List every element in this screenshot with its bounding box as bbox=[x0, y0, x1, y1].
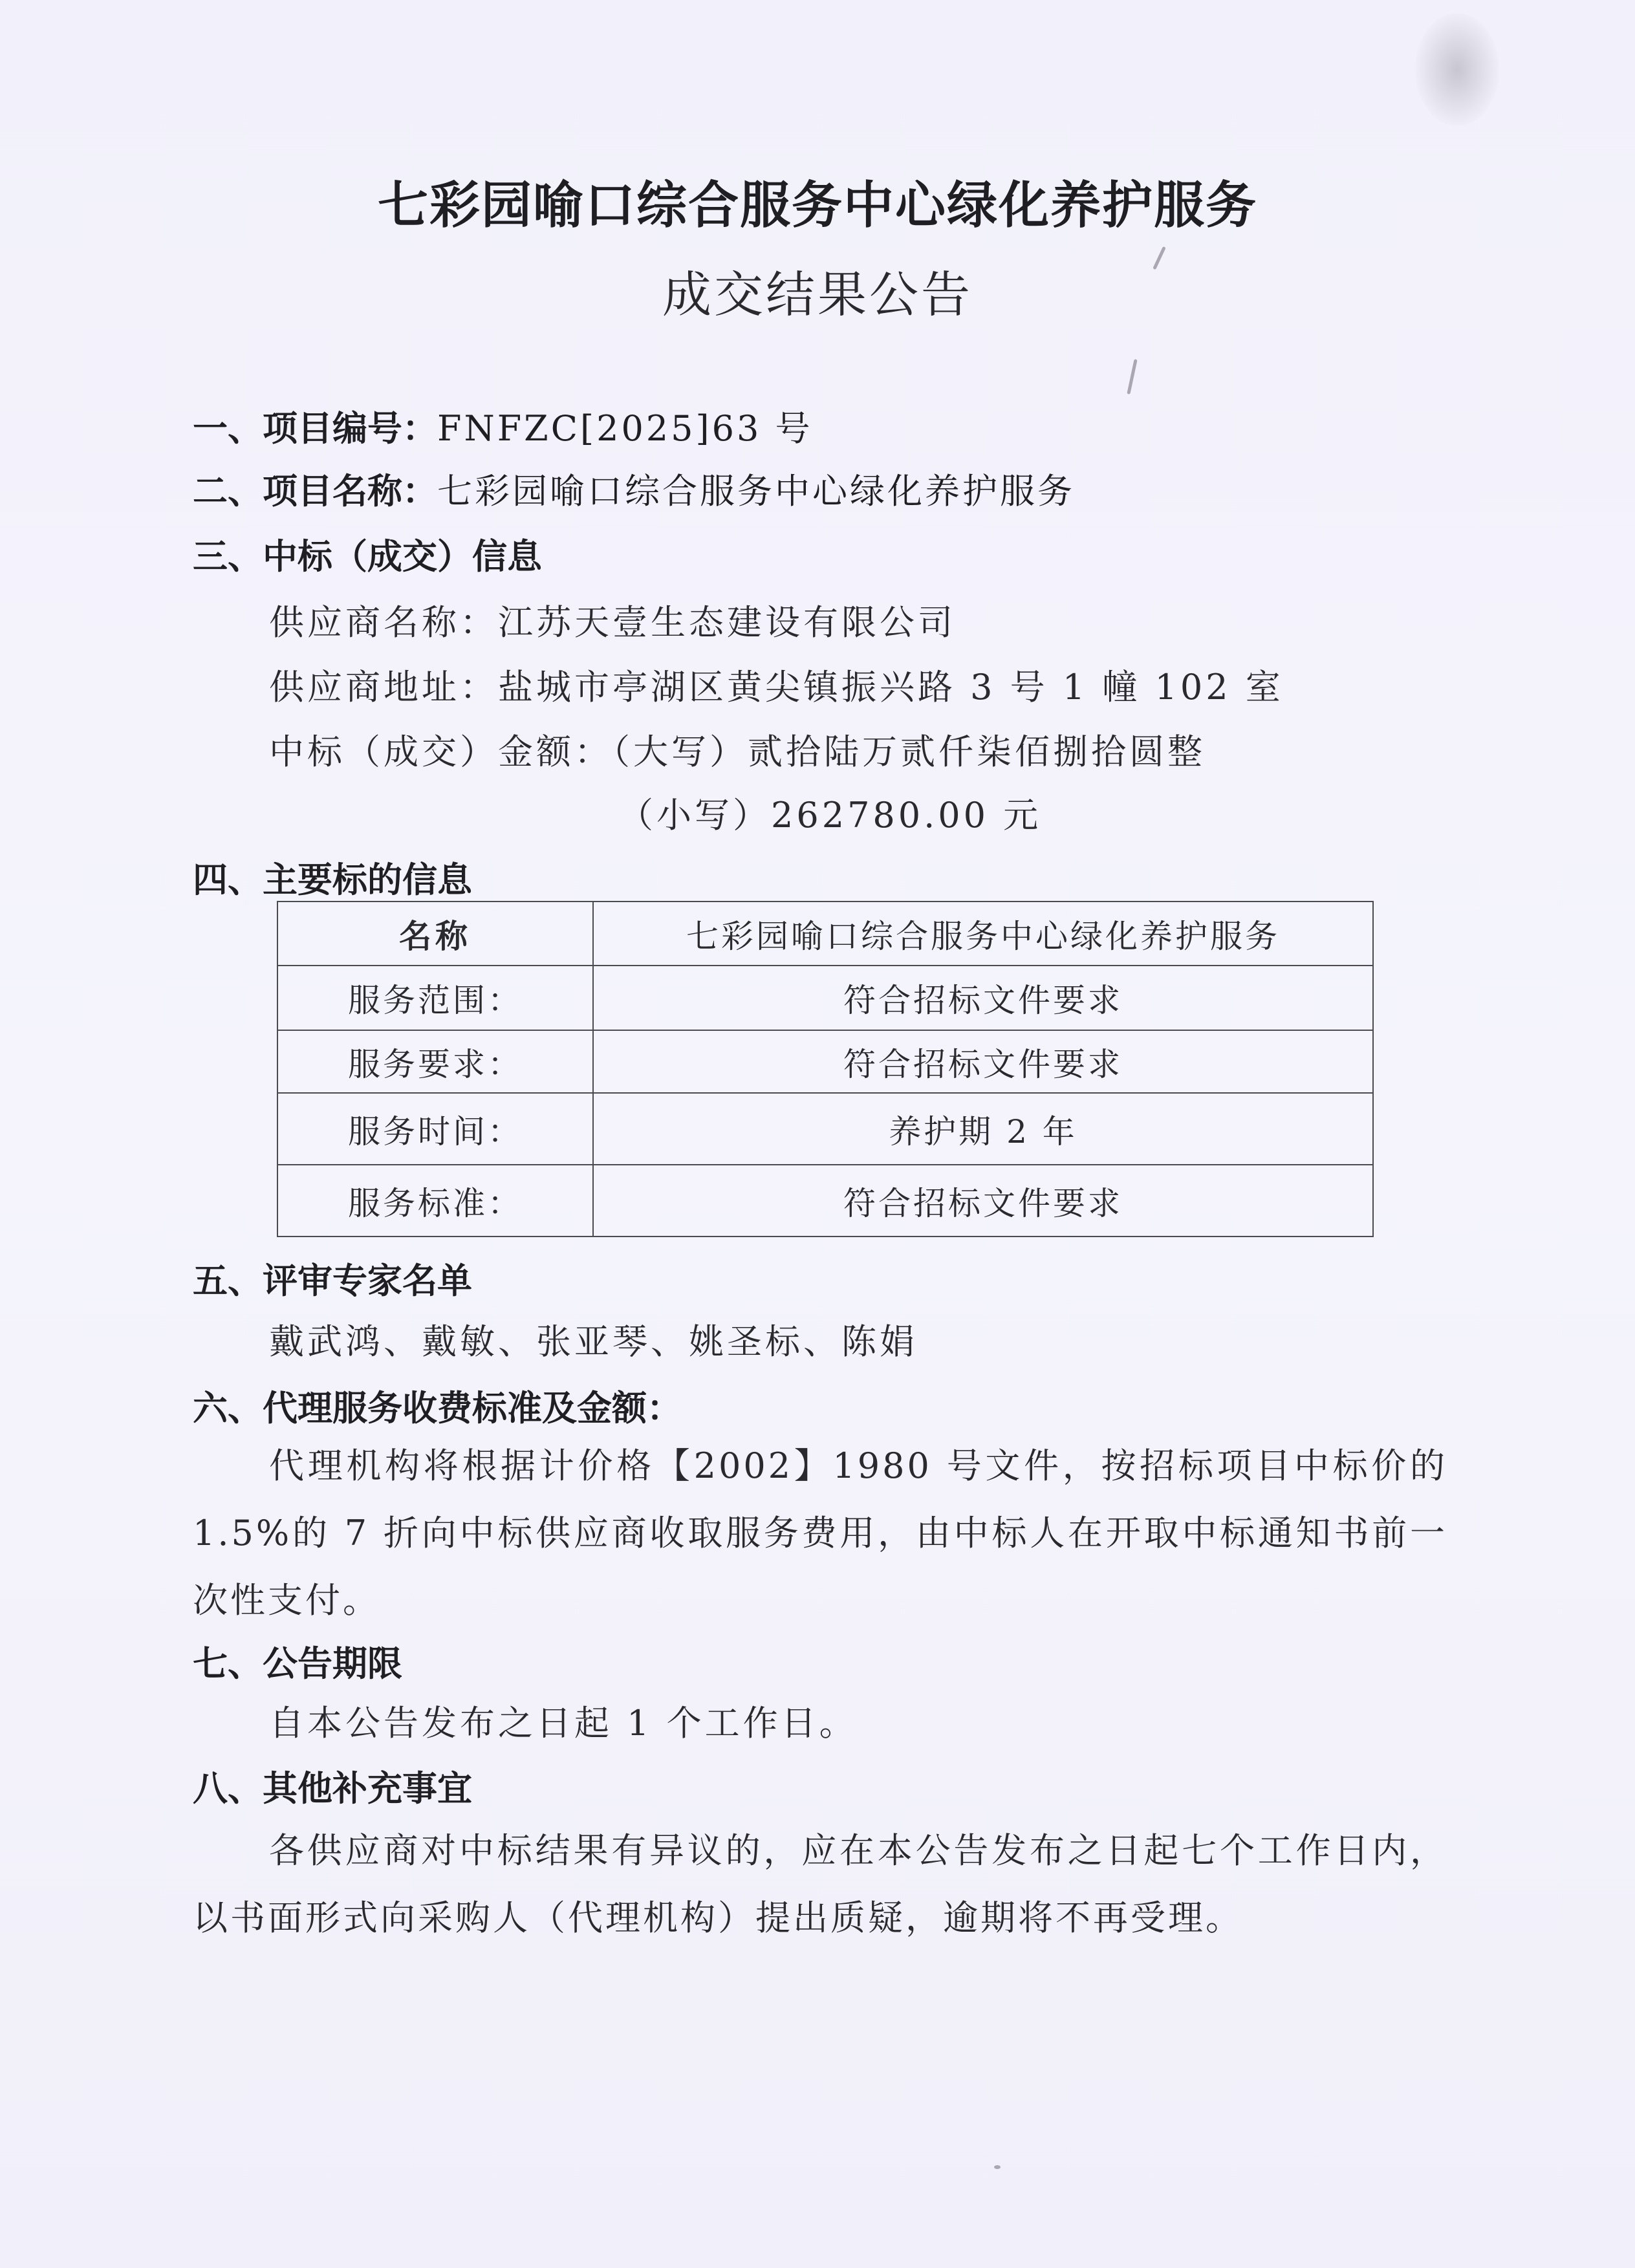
table-value: 七彩园喻口综合服务中心绿化养护服务 bbox=[593, 902, 1373, 966]
table-value: 养护期 2 年 bbox=[593, 1093, 1373, 1165]
project-number-value: FNFZC[2025]63 号 bbox=[437, 408, 813, 449]
section-heading: 一、项目编号： bbox=[193, 408, 437, 449]
table-row bbox=[277, 1030, 1373, 1093]
agency-fee-paragraph: 代理机构将根据计价格【2002】1980 号文件，按招标项目中标价的 1.5%的 7 折向中标供应商收取服务费用，由中标人在开取中标通知书前一次性支付。 bbox=[193, 1445, 1447, 1621]
section-project-number bbox=[193, 401, 812, 451]
table-key: 服务标准： bbox=[277, 1165, 593, 1237]
supplier-name: 供应商名称：江苏天壹生态建设有限公司 bbox=[269, 602, 956, 643]
section-heading: 六、代理服务收费标准及金额： bbox=[193, 1388, 682, 1429]
table-row bbox=[277, 966, 1373, 1030]
table-key: 名称 bbox=[277, 902, 593, 966]
section-heading: 八、其他补充事宜 bbox=[193, 1768, 472, 1809]
document-subtitle: 成交结果公告 bbox=[662, 266, 973, 323]
section-heading: 七、公告期限 bbox=[193, 1643, 402, 1684]
supplier-address: 供应商地址：盐城市亭湖区黄尖镇振兴路 3 号 1 幢 102 室 bbox=[269, 667, 1284, 707]
table-row bbox=[277, 902, 1373, 966]
award-amount-lower: （小写）262780.00 元 bbox=[618, 795, 1042, 836]
project-name-value: 七彩园喻口综合服务中心绿化养护服务 bbox=[437, 471, 1075, 512]
subject-info-table bbox=[277, 901, 1374, 1237]
table-row bbox=[277, 1093, 1373, 1165]
award-amount-upper: 中标（成交）金额：（大写）贰拾陆万贰仟柒佰捌拾圆整 bbox=[269, 731, 1206, 772]
section-heading: 四、主要标的信息 bbox=[193, 859, 472, 900]
section-heading: 三、中标（成交）信息 bbox=[193, 536, 542, 577]
table-value: 符合招标文件要求 bbox=[593, 1030, 1373, 1093]
table-value: 符合招标文件要求 bbox=[593, 1165, 1373, 1237]
section-heading: 五、评审专家名单 bbox=[193, 1260, 472, 1301]
expert-list: 戴武鸿、戴敏、张亚琴、姚圣标、陈娟 bbox=[269, 1321, 918, 1362]
other-matters-paragraph: 各供应商对中标结果有异议的，应在本公告发布之日起七个工作日内，以书面形式向采购人（代理机构）提出质疑，逾期将不再受理。 bbox=[193, 1830, 1447, 1938]
notice-period-text: 自本公告发布之日起 1 个工作日。 bbox=[269, 1703, 858, 1744]
table-value: 符合招标文件要求 bbox=[593, 966, 1373, 1030]
scan-mark-middle bbox=[1127, 359, 1137, 394]
table-key: 服务时间： bbox=[277, 1093, 593, 1165]
document-title: 七彩园喻口综合服务中心绿化养护服务 bbox=[377, 177, 1257, 235]
section-project-name bbox=[193, 464, 1075, 513]
section-heading: 二、项目名称： bbox=[193, 471, 437, 512]
table-row bbox=[277, 1165, 1373, 1237]
table-key: 服务要求： bbox=[277, 1030, 593, 1093]
scan-mark-bottom bbox=[994, 2165, 1001, 2169]
table-key: 服务范围： bbox=[277, 966, 593, 1030]
scan-smudge-top-right bbox=[1415, 13, 1499, 126]
